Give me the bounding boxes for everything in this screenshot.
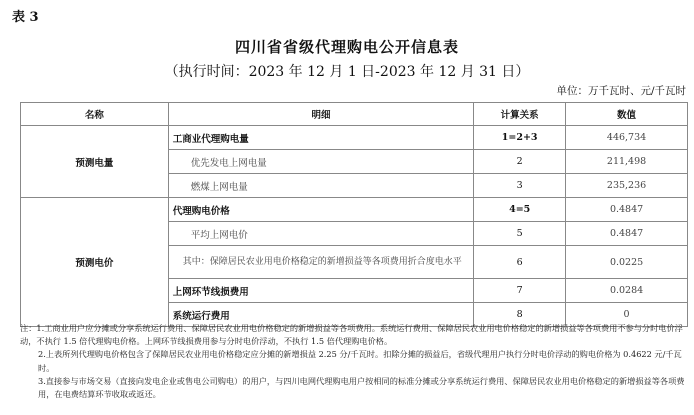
row-calc: 5 bbox=[474, 222, 566, 246]
row-calc: 1=2+3 bbox=[474, 126, 566, 150]
footnote-2: 2.上表所列代理购电价格包含了保障居民农业用电价格稳定应分摊的新增损益 2.25 分/千瓦时。扣除分摊的损益后，省级代理用户执行分时电价浮动的购电价格为 0.4622 元/千瓦时。 bbox=[38, 349, 682, 373]
row-value: 0.4847 bbox=[566, 222, 688, 246]
row-item: 平均上网电价 bbox=[168, 222, 473, 246]
header-value: 数值 bbox=[566, 103, 688, 126]
header-calc: 计算关系 bbox=[474, 103, 566, 126]
table-header-row bbox=[21, 103, 688, 126]
table-row bbox=[21, 198, 688, 222]
group-forecast-energy: 预测电量 bbox=[21, 126, 169, 198]
table-row bbox=[21, 126, 688, 150]
info-table bbox=[20, 102, 688, 327]
footnote-3: 3.直接参与市场交易（直接向发电企业或售电公司购电）的用户，与四川电网代理购电用户按相同的标准分摊或分享系统运行费用、保障居民农业用电价格稳定的新增损益等各项费用，在电费结算环节收取或返还。 bbox=[38, 375, 685, 400]
row-value: 0 bbox=[566, 303, 688, 327]
row-calc: 3 bbox=[474, 174, 566, 198]
row-value: 0.4847 bbox=[566, 198, 688, 222]
row-value: 0.0284 bbox=[566, 279, 688, 303]
row-calc: 8 bbox=[474, 303, 566, 327]
header-name: 名称 bbox=[21, 103, 169, 126]
row-item: 燃煤上网电量 bbox=[168, 174, 473, 198]
row-item: 优先发电上网电量 bbox=[168, 150, 473, 174]
row-item: 代理购电价格 bbox=[168, 198, 473, 222]
row-calc: 6 bbox=[474, 246, 566, 279]
footnotes bbox=[20, 322, 688, 401]
row-value: 211,498 bbox=[566, 150, 688, 174]
row-item: 其中：保障居民农业用电价格稳定的新增损益等各项费用折合度电水平 bbox=[168, 246, 473, 279]
row-calc: 2 bbox=[474, 150, 566, 174]
footnote-1: 注：1.工商业用户应分摊或分享系统运行费用、保障居民农业用电价格稳定的新增损益等各项费用。系统运行费用、保障居民农业用电价格稳定的新增损益等各项费用不参与分时电价浮动，不执行 1.5 倍代理购电价格。上网环节线损费用参与分时电价浮动，不执行 1.5 倍代理购电价格。 bbox=[20, 323, 683, 347]
row-value: 0.0225 bbox=[566, 246, 688, 279]
row-value: 446,734 bbox=[566, 126, 688, 150]
unit-label: 单位：万千瓦时、元/千瓦时 bbox=[556, 85, 686, 97]
page-title: 四川省省级代理购电公开信息表 bbox=[234, 38, 459, 56]
table-label: 表 3 bbox=[12, 10, 39, 25]
row-item: 工商业代理购电量 bbox=[168, 126, 473, 150]
header-item: 明细 bbox=[168, 103, 473, 126]
row-calc: 4=5 bbox=[474, 198, 566, 222]
row-item: 系统运行费用 bbox=[168, 303, 473, 327]
execution-period: （执行时间：2023 年 12 月 1 日-2023 年 12 月 31 日） bbox=[164, 64, 530, 80]
group-forecast-price: 预测电价 bbox=[21, 198, 169, 327]
row-calc: 7 bbox=[474, 279, 566, 303]
row-item: 上网环节线损费用 bbox=[168, 279, 473, 303]
row-value: 235,236 bbox=[566, 174, 688, 198]
